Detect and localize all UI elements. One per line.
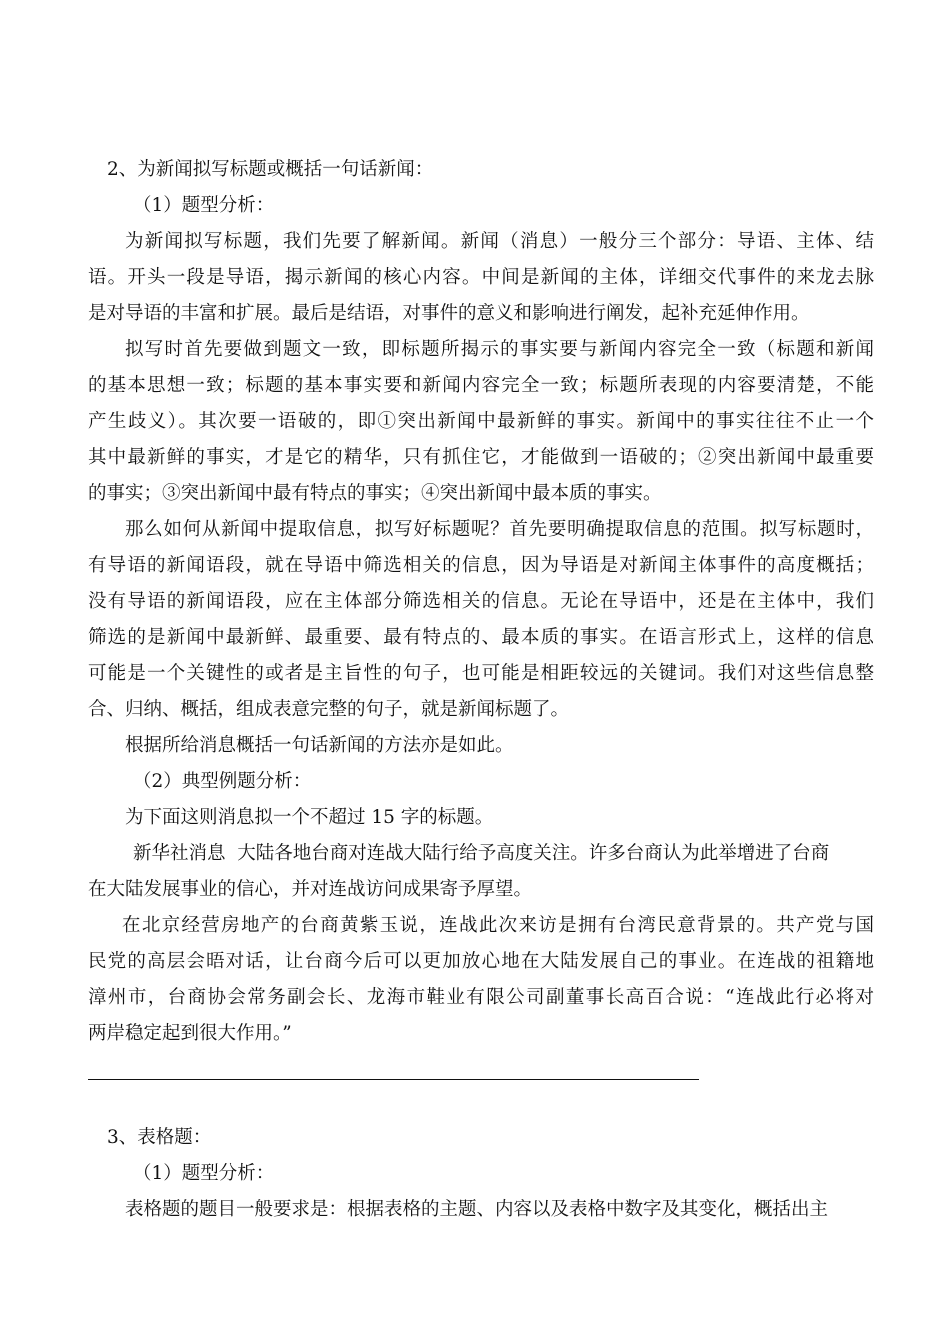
paragraph-news-structure: [88, 224, 874, 332]
text-line: 筛选的是新闻中最新鲜、最重要、最有特点的、最本质的事实。在语言形式上，这样的信息: [88, 627, 874, 648]
text-line: 是对导语的丰富和扩展。最后是结语，对事件的意义和影响进行阐发，起补充延伸作用。: [88, 303, 810, 324]
text-line: 民党的高层会晤对话，让台商今后可以更加放心地在大陆发展自己的事业。在连战的祖籍地: [88, 951, 874, 972]
paragraph-extract-info: [88, 512, 874, 728]
document-body: [88, 152, 874, 1052]
section-2-heading: 2、为新闻拟写标题或概括一句话新闻：: [107, 159, 434, 180]
section-3-heading: 3、表格题：: [107, 1127, 212, 1148]
text-line: 在大陆发展事业的信心，并对连战访问成果寄予厚望。: [88, 879, 533, 900]
text-line: 的基本思想一致；标题的基本事实要和新闻内容完全一致；标题所表现的内容要清楚，不能: [88, 375, 874, 396]
text-line: 可能是一个关键性的或者是主旨性的句子，也可能是相距较远的关键词。我们对这些信息整: [88, 663, 874, 684]
text-line: 为新闻拟写标题，我们先要了解新闻。新闻（消息）一般分三个部分：导语、主体、结: [125, 231, 874, 252]
text-line: 合、归纳、概括，组成表意完整的句子，就是新闻标题了。: [88, 699, 570, 720]
text-line: 新华社消息 大陆各地台商对连战大陆行给予高度关注。许多台商认为此举增进了台商: [133, 843, 830, 864]
paragraph-one-sentence-news: 根据所给消息概括一句话新闻的方法亦是如此。: [125, 735, 514, 756]
paragraph-table-question: 表格题的题目一般要求是：根据表格的主题、内容以及表格中数字及其变化，概括出主: [125, 1199, 829, 1220]
section-2-subheading-examples: （2）典型例题分析：: [133, 771, 312, 792]
text-line: 两岸稳定起到很大作用。”: [88, 1023, 292, 1044]
answer-line: [88, 1079, 699, 1080]
section-3-subheading-analysis: （1）题型分析：: [133, 1163, 275, 1184]
text-line: 的事实；③突出新闻中最有特点的事实；④突出新闻中最本质的事实。: [88, 483, 662, 504]
paragraph-title-writing: [88, 332, 874, 512]
text-line: 语。开头一段是导语，揭示新闻的核心内容。中间是新闻的主体，详细交代事件的来龙去脉: [88, 267, 874, 288]
text-line: 在北京经营房地产的台商黄紫玉说，连战此次来访是拥有台湾民意背景的。共产党与国: [122, 915, 874, 936]
text-line: 那么如何从新闻中提取信息，拟写好标题呢？首先要明确提取信息的范围。拟写标题时，: [125, 519, 874, 540]
text-line: 拟写时首先要做到题文一致，即标题所揭示的事实要与新闻内容完全一致（标题和新闻: [125, 339, 874, 360]
section-2-subheading-analysis: （1）题型分析：: [133, 195, 275, 216]
text-line: 没有导语的新闻语段，应在主体部分筛选相关的信息。无论在导语中，还是在主体中，我们: [88, 591, 874, 612]
news-excerpt-2: [88, 908, 874, 1052]
example-task: 为下面这则消息拟一个不超过 15 字的标题。: [125, 807, 494, 828]
text-line: 有导语的新闻语段，就在导语中筛选相关的信息，因为导语是对新闻主体事件的高度概括；: [88, 555, 874, 576]
document-body-section-3: [88, 1120, 874, 1228]
text-line: 产生歧义）。其次要一语破的，即①突出新闻中最新鲜的事实。新闻中的事实往往不止一个: [88, 411, 874, 432]
text-line: 漳州市，台商协会常务副会长、龙海市鞋业有限公司副董事长高百合说：“连战此行必将对: [88, 987, 874, 1008]
news-excerpt-1: [88, 836, 874, 908]
text-line: 其中最新鲜的事实，才是它的精华，只有抓住它，才能做到一语破的；②突出新闻中最重要: [88, 447, 874, 468]
